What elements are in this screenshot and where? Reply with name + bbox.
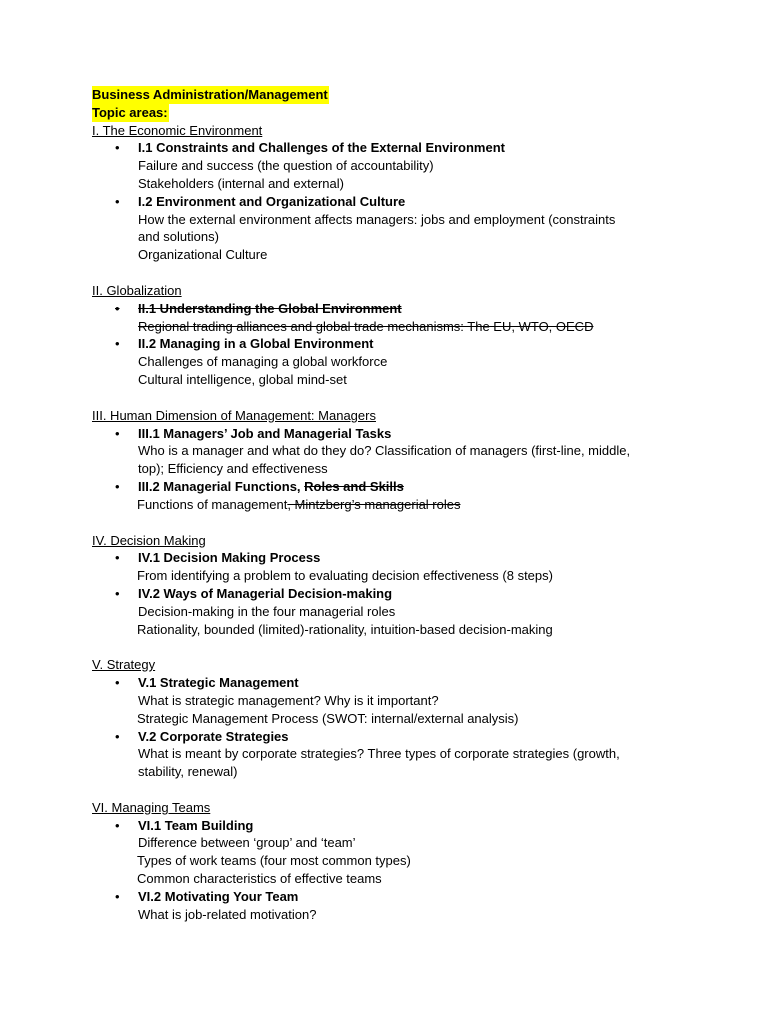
detail-line: stability, renewal) <box>138 764 238 780</box>
section-1-list-b <box>92 193 712 211</box>
subtopic-title: V.1 Strategic Management <box>138 675 299 691</box>
section-5-list-b <box>92 728 712 746</box>
list-item <box>92 888 712 906</box>
detail-line <box>92 496 712 514</box>
section-heading-5: V. Strategy <box>92 657 156 673</box>
detail-text-struck: , Mintzberg’s managerial roles <box>287 496 461 512</box>
list-item <box>92 193 712 211</box>
document-page <box>92 86 712 923</box>
section-heading-4: IV. Decision Making <box>92 532 206 548</box>
list-item <box>92 478 712 496</box>
list-item <box>92 139 712 157</box>
section-heading-2: II. Globalization <box>92 282 182 298</box>
subtopic-title: V.2 Corporate Strategies <box>138 728 289 744</box>
section-4-list <box>92 549 712 567</box>
section-heading-3: III. Human Dimension of Management: Managers <box>92 407 376 423</box>
subtopic-title: VI.2 Motivating Your Team <box>138 888 299 904</box>
section-heading-6: VI. Managing Teams <box>92 799 211 815</box>
list-item <box>92 674 712 692</box>
detail-line: Challenges of managing a global workforce <box>138 354 388 370</box>
topic-label-line <box>92 104 712 122</box>
detail-line: Failure and success (the question of accountability) <box>138 158 434 174</box>
detail-line: How the external environment affects managers: jobs and employment (constraints <box>138 211 616 227</box>
detail-line: Who is a manager and what do they do? Classification of managers (first-line, middle, <box>138 443 631 459</box>
list-item-struck <box>92 300 712 318</box>
detail-text: Functions of management <box>137 496 288 512</box>
detail-line: Difference between ‘group’ and ‘team’ <box>138 835 356 851</box>
subtopic-title: III.1 Managers’ Job and Managerial Tasks <box>138 425 392 441</box>
section-6-list-b <box>92 888 712 906</box>
detail-line: What is strategic management? Why is it important? <box>138 692 439 708</box>
detail-line: Stakeholders (internal and external) <box>138 175 344 191</box>
detail-line: What is meant by corporate strategies? Three types of corporate strategies (growth, <box>138 746 620 762</box>
subtopic-title: I.2 Environment and Organizational Culture <box>138 193 406 209</box>
doc-title-line <box>92 86 712 104</box>
section-2-list <box>92 300 712 318</box>
detail-line: Cultural intelligence, global mind-set <box>138 371 347 387</box>
section-2-list-b <box>92 335 712 353</box>
detail-line: What is job-related motivation? <box>138 906 317 922</box>
list-item <box>92 585 712 603</box>
detail-line: From identifying a problem to evaluating decision effectiveness (8 steps) <box>137 568 553 584</box>
subtopic-title: IV.1 Decision Making Process <box>138 550 321 566</box>
section-heading-1: I. The Economic Environment <box>92 122 263 138</box>
detail-line: top); Efficiency and effectiveness <box>138 461 328 477</box>
detail-line: Decision-making in the four managerial roles <box>138 603 396 619</box>
section-5-list <box>92 674 712 692</box>
section-1-list <box>92 139 712 157</box>
subtopic-title-struck: II.1 Understanding the Global Environment <box>138 300 402 316</box>
list-item <box>92 817 712 835</box>
list-item <box>92 335 712 353</box>
detail-line: Strategic Management Process (SWOT: internal/external analysis) <box>137 710 519 726</box>
topic-label: Topic areas: <box>92 104 168 120</box>
detail-line-struck: Regional trading alliances and global trade mechanisms: The EU, WTO, OECD <box>138 318 594 334</box>
section-4-list-b <box>92 585 712 603</box>
list-item <box>92 728 712 746</box>
detail-line: Rationality, bounded (limited)-rationality, intuition-based decision-making <box>137 621 553 637</box>
detail-line: Organizational Culture <box>138 247 268 263</box>
list-item <box>92 549 712 567</box>
detail-line: Common characteristics of effective teams <box>137 871 382 887</box>
subtopic-title: VI.1 Team Building <box>138 817 254 833</box>
list-item <box>92 425 712 443</box>
section-3-list-b <box>92 478 712 496</box>
subtopic-title: II.2 Managing in a Global Environment <box>138 336 374 352</box>
detail-line: Types of work teams (four most common types) <box>137 853 411 869</box>
doc-title: Business Administration/Management <box>92 87 328 102</box>
section-6-list <box>92 817 712 835</box>
subtopic-title: III.2 Managerial Functions, <box>138 478 305 494</box>
subtopic-title-struck: Roles and Skills <box>304 478 404 494</box>
subtopic-title: IV.2 Ways of Managerial Decision-making <box>138 585 393 601</box>
section-3-list <box>92 425 712 443</box>
subtopic-title: I.1 Constraints and Challenges of the External Environment <box>138 140 505 156</box>
detail-line: and solutions) <box>138 229 219 245</box>
